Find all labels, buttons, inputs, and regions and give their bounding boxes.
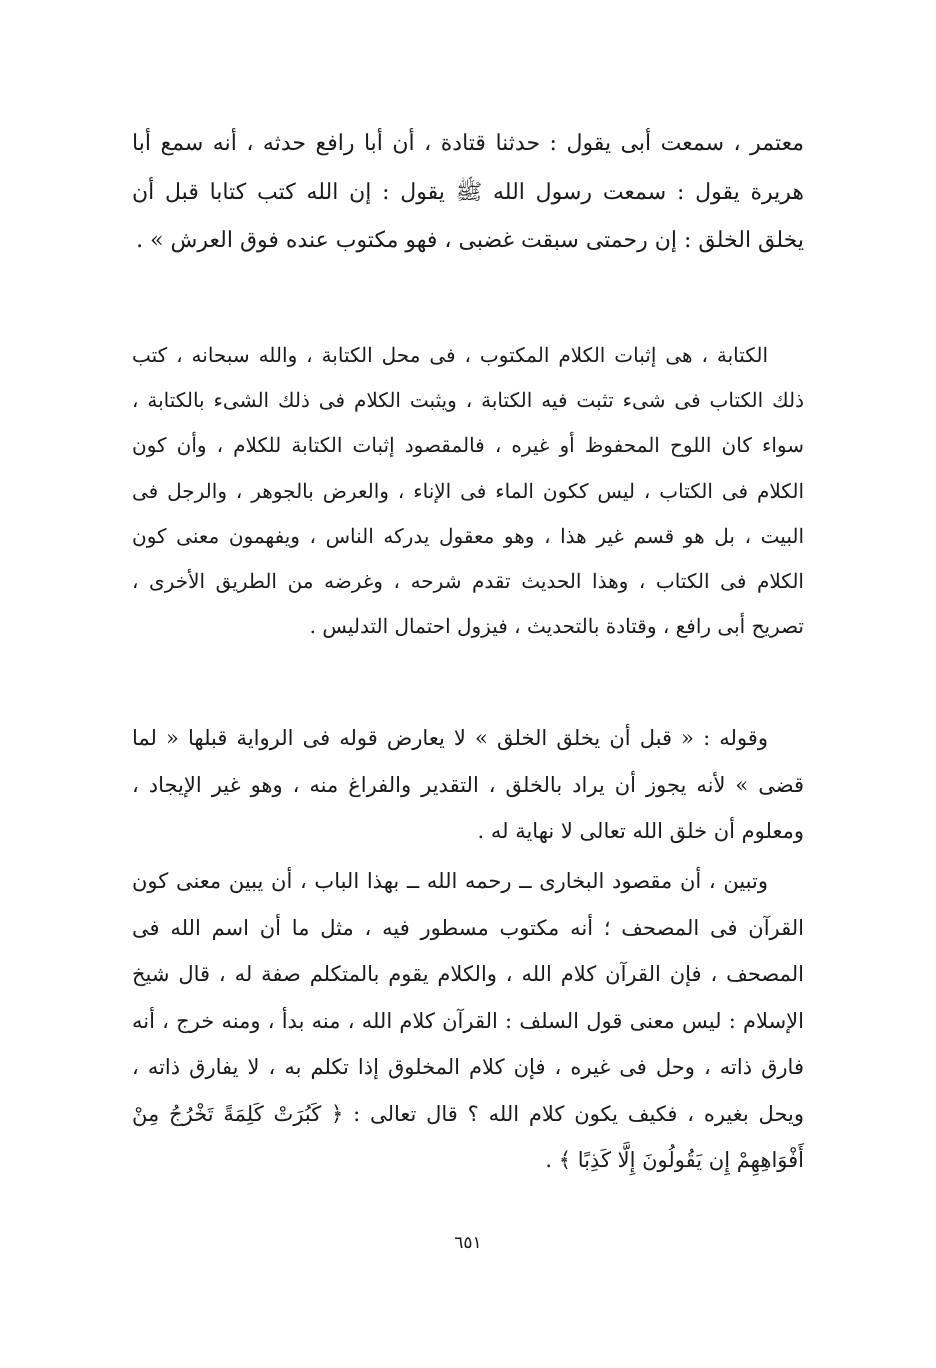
page-number: ٦٥١ (454, 1233, 482, 1253)
paragraph-text: معتمر ، سمعت أبى يقول : حدثنا قتادة ، أن أبا رافع حدثه ، أنه سمع أبا هريرة يقول : سمعت رسول الله ﷺ يقول : إن الله كتب كتابا قبل أن يخلق الخلق : إن رحمتى سبقت غضبى ، فهو مكتوب عنده فوق العرش » . (132, 131, 804, 254)
paragraph-text: وقوله : « قبل أن يخلق الخلق » لا يعارض قوله فى الرواية قبلها « لما قضى » لأنه يجوز أن يراد بالخلق ، التقدير والفراغ منه ، وهو غير الإيجاد ، ومعلوم أن خلق الله تعالى لا نهاية له . (132, 726, 804, 843)
paragraph-text: الكتابة ، هى إثبات الكلام المكتوب ، فى محل الكتابة ، والله سبحانه ، كتب ذلك الكتاب فى شىء تثبت فيه الكتابة ، ويثبت الكلام فى ذلك الشىء بالكتابة ، سواء كان اللوح المحفوظ أو غيره ، فالمقصود إثبات الكتابة للكلام ، وأن كون الكلام فى الكتاب ، ليس ككون الماء فى الإناء ، والعرض بالجوهر ، والرجل فى البيت ، بل هو قسم غير هذا ، وهو معقول يدركه الناس ، ويفهمون معنى كون الكلام فى الكتاب ، وهذا الحديث تقدم شرحه ، وغرضه من الطريق الأخرى ، تصريح أبى رافع ، وقتادة بالتحديث ، فيزول احتمال التدليس . (132, 343, 804, 639)
paragraph-bukhari-intent (132, 858, 804, 1184)
paragraph-writing-explanation (132, 333, 804, 649)
paragraph-before-creation (132, 715, 804, 855)
paragraph-hadith-continuation (132, 120, 804, 266)
paragraph-text: وتبين ، أن مقصود البخارى ــ رحمه الله ــ بهذا الباب ، أن يبين معنى كون القرآن فى المصحف ؛ أنه مكتوب مسطور فيه ، مثل ما أن اسم الله فى المصحف ، فإن القرآن كلام الله ، والكلام يقوم بالمتكلم صفة له ، قال شيخ الإسلام : ليس معنى قول السلف : القرآن كلام الله ، منه بدأ ، ومنه خرج ، أنه فارق ذاته ، وحل فى غيره ، فإن كلام المخلوق إذا تكلم به ، لا يفارق ذاته ، ويحل بغيره ، فكيف يكون كلام الله ؟ قال تعالى : ﴿ كَبُرَتْ كَلِمَةً تَخْرُجُ مِنْ أَفْوَاهِهِمْ إِن يَقُولُونَ إِلَّا كَذِبًا ﴾ . (132, 869, 804, 1172)
